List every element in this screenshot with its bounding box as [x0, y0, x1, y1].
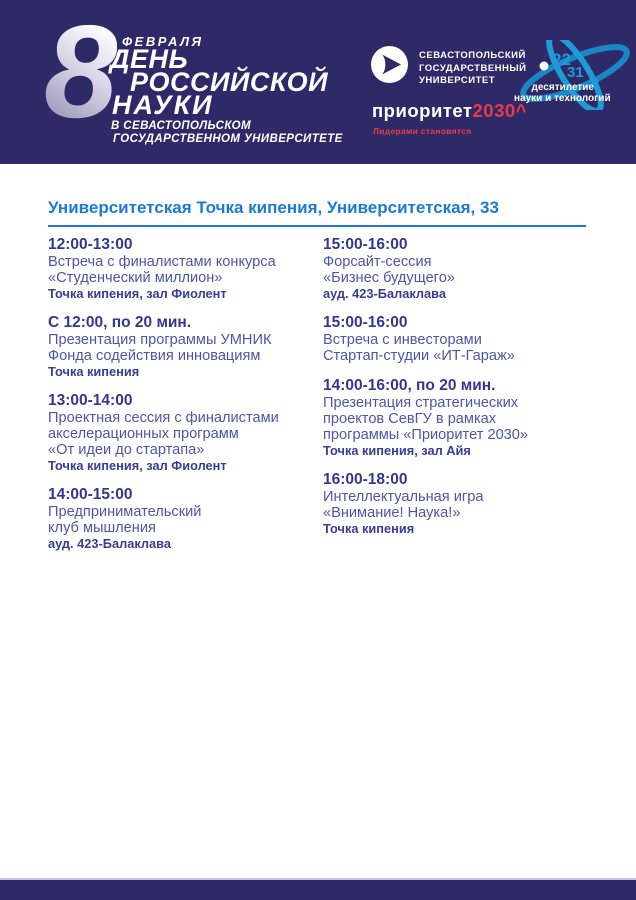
- decade-label-line-2: науки и технологий: [514, 93, 611, 104]
- university-name-line: УНИВЕРСИТЕТ: [419, 75, 496, 86]
- event-description-line: клуб мышления: [48, 520, 156, 536]
- event-description-line: «От идеи до стартапа»: [48, 442, 205, 458]
- university-name-line: ГОСУДАРСТВЕННЫЙ: [419, 62, 527, 74]
- event-block: [48, 236, 323, 301]
- priority-program-label: приоритет: [372, 100, 473, 121]
- event-description-line: Презентация стратегических: [323, 395, 519, 411]
- event-description-line: «Студенческий миллион»: [48, 270, 223, 286]
- event-location: Точка кипения, зал Фиолент: [48, 286, 227, 301]
- header-banner: [0, 0, 636, 164]
- event-description-line: Интеллектуальная игра: [323, 489, 484, 505]
- event-description-line: Встреча с инвесторами: [323, 332, 482, 348]
- event-description-line: Презентация программы УМНИК: [48, 332, 272, 348]
- schedule-column-right: [323, 236, 588, 564]
- event-time: 15:00-16:00: [323, 236, 408, 253]
- event-block: [48, 392, 323, 473]
- event-block: [323, 377, 588, 458]
- decade-label: [514, 82, 611, 104]
- priority-year-label: 2030^: [472, 100, 527, 121]
- event-description-line: «Внимание! Наука!»: [323, 505, 461, 521]
- date-number: 8: [44, 0, 118, 145]
- event-time: С 12:00, по 20 мин.: [48, 314, 192, 331]
- university-name: [419, 50, 527, 88]
- event-block: [48, 314, 323, 379]
- event-location: Точка кипения, зал Фиолент: [48, 458, 227, 473]
- event-description-line: Проектная сессия с финалистами: [48, 410, 279, 426]
- decade-number-31: 31: [567, 64, 584, 81]
- event-location: Точка кипения: [48, 364, 140, 379]
- footer-bar: [0, 878, 636, 900]
- event-location: ауд. 423-Балаклава: [48, 536, 171, 551]
- event-block: [323, 236, 588, 301]
- event-description-line: проектов СевГУ в рамках: [323, 411, 497, 427]
- event-time: 12:00-13:00: [48, 236, 133, 253]
- event-description-line: Форсайт-сессия: [323, 254, 432, 270]
- event-description-line: «Бизнес будущего»: [323, 270, 455, 286]
- event-block: [48, 486, 323, 551]
- event-location: ауд. 423-Балаклава: [323, 286, 446, 301]
- decade-number-22: 22: [552, 50, 571, 69]
- event-description-line: программы «Приоритет 2030»: [323, 427, 529, 443]
- event-time: 14:00-16:00, по 20 мин.: [323, 377, 496, 394]
- title-line-2: РОССИЙСКОЙ: [130, 67, 329, 97]
- subtitle-line-1: В СЕВАСТОПОЛЬСКОМ: [111, 120, 251, 132]
- event-block: [323, 471, 588, 536]
- decade-label-line-1: десятилетие: [531, 82, 594, 93]
- venue-title: Университетская Точка кипения, Университетская, 33: [48, 198, 586, 227]
- event-description-line: Фонда содействия инновациям: [48, 348, 261, 364]
- event-time: 14:00-15:00: [48, 486, 133, 503]
- event-block: [323, 314, 588, 364]
- event-location: Точка кипения, зал Айя: [323, 443, 471, 458]
- schedule: [48, 236, 588, 564]
- decade-science-logo: [514, 40, 636, 110]
- university-name-line: СЕВАСТОПОЛЬСКИЙ: [419, 50, 526, 61]
- university-logo-icon: [371, 46, 408, 83]
- event-time: 15:00-16:00: [323, 314, 408, 331]
- priority-2030-logo: [372, 100, 527, 122]
- priority-tagline: Лидерами становятся: [373, 126, 472, 136]
- event-time: 16:00-18:00: [323, 471, 408, 488]
- event-time: 13:00-14:00: [48, 392, 133, 409]
- subtitle-line-2: ГОСУДАРСТВЕННОМ УНИВЕРСИТЕТЕ: [113, 133, 343, 145]
- event-description-line: акселерационных программ: [48, 426, 239, 442]
- schedule-column-left: [48, 236, 323, 564]
- month-label: ФЕВРАЛЯ: [122, 34, 204, 49]
- title-line-3: НАУКИ: [112, 90, 214, 120]
- event-description-line: Стартап-студии «ИТ-Гараж»: [323, 348, 515, 364]
- title-line-1: ДЕНЬ: [110, 44, 189, 74]
- event-location: Точка кипения: [323, 521, 415, 536]
- event-description-line: Встреча с финалистами конкурса: [48, 254, 276, 270]
- event-description-line: Предпринимательский: [48, 504, 202, 520]
